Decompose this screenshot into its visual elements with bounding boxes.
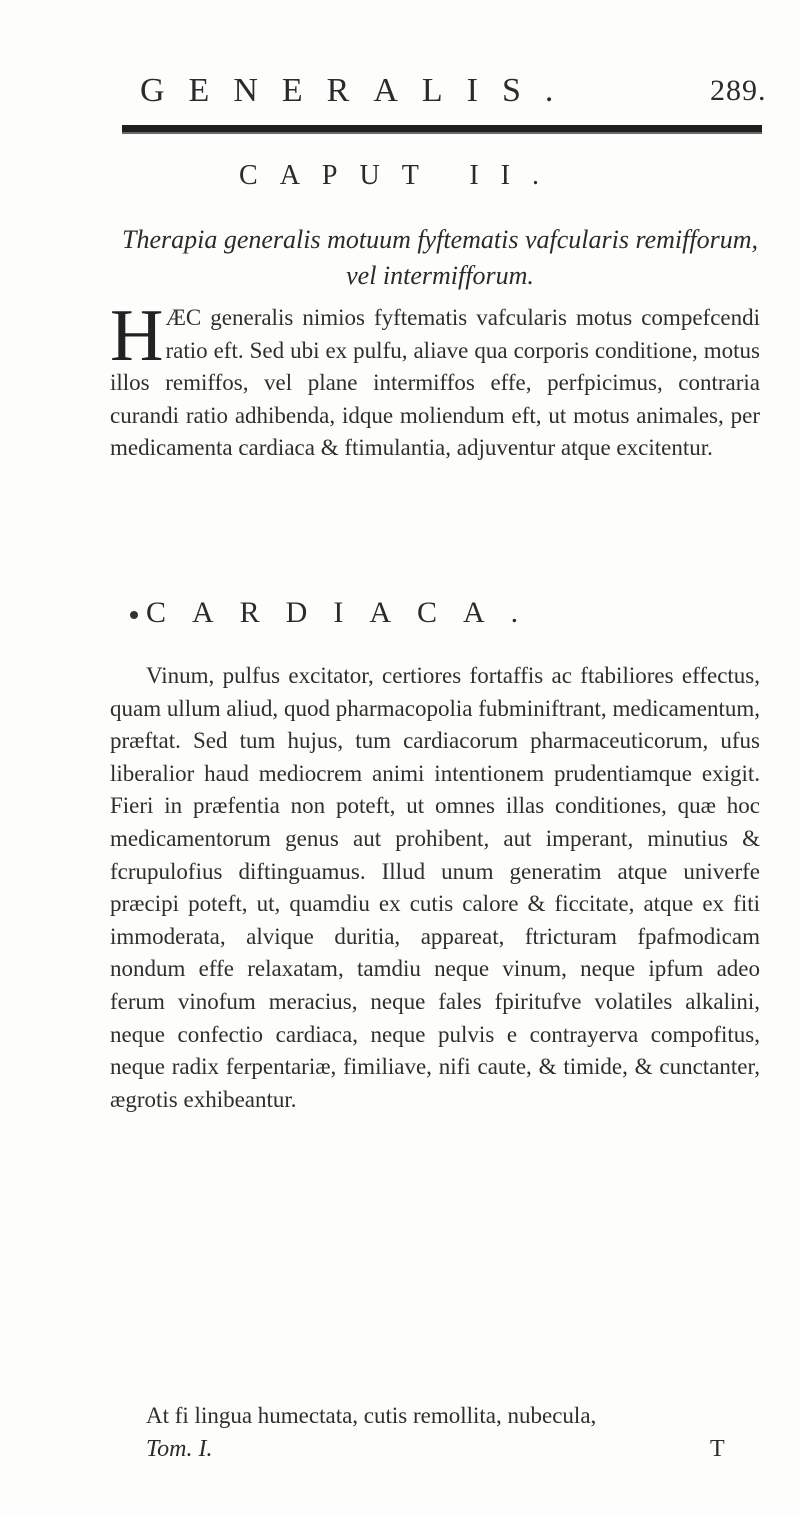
chapter-subtitle: Therapia generalis motuum fyftematis vafcularis remifforum, vel intermifforum. [122,225,758,290]
page-footer [110,1436,760,1472]
header-rule [122,125,762,134]
running-title: GENERALIS. [140,72,578,109]
paragraph-3 [110,1400,760,1433]
paragraph-2-text: Vinum, pulfus excitator, certiores fortaffis ac ftabiliores effectus, quam ullum aliud, quod pharmacopolia fubminiftrant, medicamentum, præftat. Sed tum hujus, tum cardiacorum pharmaceuticorum, ufus liberalior haud mediocrem animi intentionem prudentiamque exigit. Fieri in præfentia non poteft, ut omnes illas conditiones, quæ hoc medicamentorum genus aut prohibent, aut imperant, minutius & fcrupulofius diftinguamus. Illud unum generatim atque univerfe præcipi poteft, ut, quamdiu ex cutis calore & ficcitate, atque ex fiti immoderata, alvique duritia, appareat, ftricturam fpafmodicam nondum effe relaxatam, tamdiu neque vinum, neque ipfum adeo ferum vinofum meracius, neque fales fpiritufve volatiles alkalini, neque confectio cardiaca, neque pulvis e contrayerva compofitus, neque radix ferpentariæ, fimiliave, nifi caute, & timide, & cunctanter, ægrotis exhibeantur. [110,663,760,1112]
page-number: 289. [710,74,767,107]
paragraph-1 [110,295,760,465]
running-head [0,72,800,112]
section-heading-text: CARDIACA. [146,596,545,629]
signature-mark: T [710,1436,725,1462]
paragraph-3-text: At fi lingua humectata, cutis remollita, nubecula, [146,1403,597,1428]
section-heading [110,596,760,630]
paragraph-2 [110,660,760,1116]
volume-label: Tom. I. [146,1436,213,1462]
chapter-title: CAPUT II. [239,160,561,191]
bullet-dot [130,611,138,619]
paragraph-1-text: ÆC generalis nimios fyftematis vafcularis motus compefcendi ratio eft. Sed ubi ex pulfu, aliave qua corporis conditione, motus illos remiffos, vel plane intermiffos effe, perfpicimus, contraria curandi ratio adhibenda, idque moliendum eft, ut motus animales, per medicamenta cardiaca & ftimulantia, adjuventur atque excitentur. [110,305,760,461]
drop-cap: H [110,295,164,377]
